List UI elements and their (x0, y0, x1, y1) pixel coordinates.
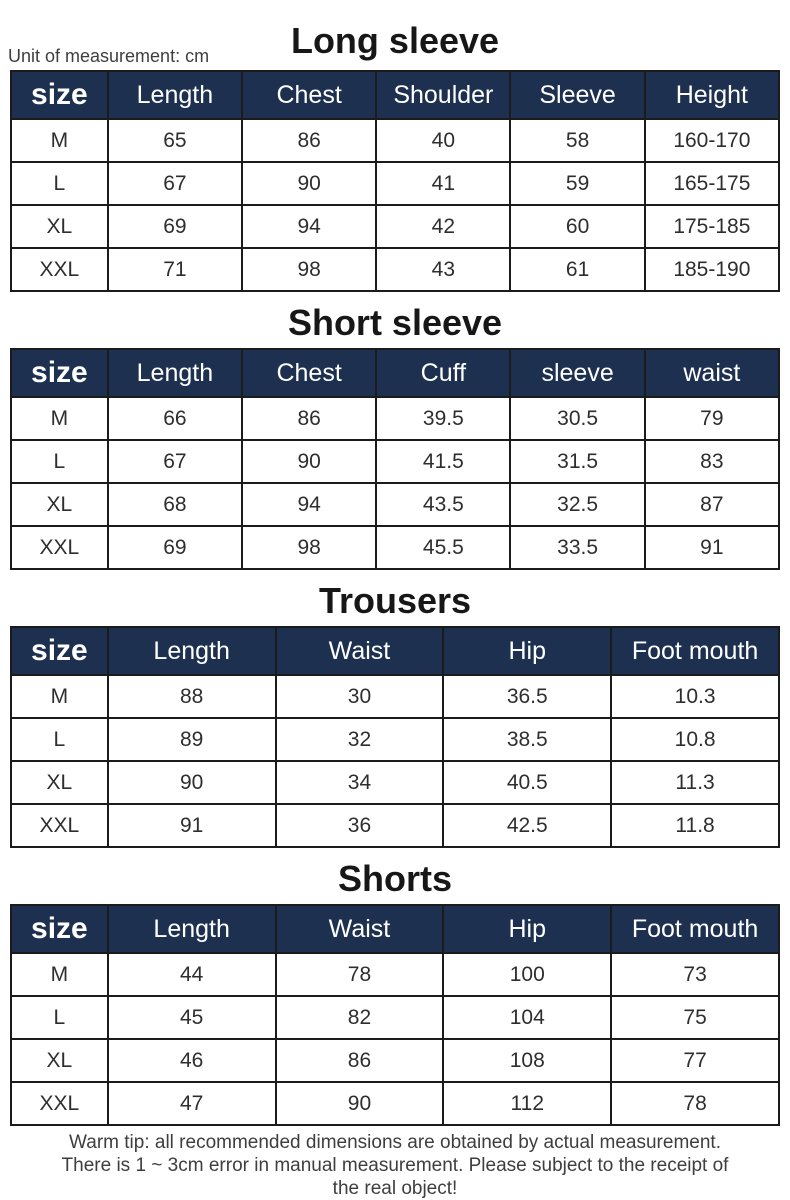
value-cell: 41 (376, 162, 510, 205)
size-label-cell: XL (11, 1039, 108, 1082)
value-cell: 42 (376, 205, 510, 248)
trousers-title-row (0, 576, 790, 626)
header-cell-size: size (11, 905, 108, 953)
value-cell: 82 (276, 996, 444, 1039)
value-cell: 90 (276, 1082, 444, 1125)
value-cell: 34 (276, 761, 444, 804)
section-title-short-sleeve: Short sleeve (287, 302, 503, 344)
value-cell: 94 (242, 483, 376, 526)
size-label-cell: XL (11, 483, 108, 526)
table-row-xxl (11, 526, 779, 569)
table-row-m (11, 953, 779, 996)
footer-tip-line: There is 1 ~ 3cm error in manual measurement. Please subject to the receipt of (61, 1155, 729, 1176)
value-cell: 69 (108, 205, 242, 248)
value-cell: 11.3 (611, 761, 779, 804)
value-cell: 10.8 (611, 718, 779, 761)
value-cell: 61 (510, 248, 644, 291)
value-cell: 39.5 (376, 397, 510, 440)
value-cell: 40 (376, 119, 510, 162)
value-cell: 79 (645, 397, 779, 440)
value-cell: 66 (108, 397, 242, 440)
size-label-cell: M (11, 953, 108, 996)
value-cell: 36.5 (443, 675, 611, 718)
value-cell: 89 (108, 718, 276, 761)
size-label-cell: XL (11, 205, 108, 248)
size-label-cell: M (11, 675, 108, 718)
table-row-m (11, 119, 779, 162)
value-cell: 87 (645, 483, 779, 526)
header-row (11, 349, 779, 397)
value-cell: 60 (510, 205, 644, 248)
header-row (11, 71, 779, 119)
shorts-title-row (0, 854, 790, 904)
header-cell-size: size (11, 71, 108, 119)
value-cell: 32.5 (510, 483, 644, 526)
value-cell: 32 (276, 718, 444, 761)
value-cell: 44 (108, 953, 276, 996)
value-cell: 86 (242, 119, 376, 162)
header-cell-foot-mouth: Foot mouth (611, 905, 779, 953)
section-title-shorts: Shorts (337, 858, 452, 900)
header-row (11, 905, 779, 953)
value-cell: 91 (645, 526, 779, 569)
header-cell-length: Length (108, 349, 242, 397)
value-cell: 45.5 (376, 526, 510, 569)
size-table-shorts (10, 904, 780, 1126)
value-cell: 45 (108, 996, 276, 1039)
header-cell-cuff: Cuff (376, 349, 510, 397)
value-cell: 75 (611, 996, 779, 1039)
value-cell: 65 (108, 119, 242, 162)
value-cell: 30.5 (510, 397, 644, 440)
header-row (11, 627, 779, 675)
short-sleeve-title-row (0, 298, 790, 348)
value-cell: 31.5 (510, 440, 644, 483)
section-title-trousers: Trousers (318, 580, 472, 622)
table-row-l (11, 440, 779, 483)
shorts-table-container (10, 904, 780, 1126)
value-cell: 86 (242, 397, 376, 440)
value-cell: 11.8 (611, 804, 779, 847)
value-cell: 71 (108, 248, 242, 291)
header-cell-sleeve: sleeve (510, 349, 644, 397)
table-row-xl (11, 205, 779, 248)
value-cell: 58 (510, 119, 644, 162)
footer-tip-line: the real object! (332, 1178, 458, 1199)
value-cell: 175-185 (645, 205, 779, 248)
value-cell: 90 (242, 440, 376, 483)
short-sleeve-table-container (10, 348, 780, 570)
header-cell-foot-mouth: Foot mouth (611, 627, 779, 675)
value-cell: 67 (108, 162, 242, 205)
size-table-short-sleeve (10, 348, 780, 570)
value-cell: 47 (108, 1082, 276, 1125)
table-row-xxl (11, 804, 779, 847)
value-cell: 67 (108, 440, 242, 483)
size-label-cell: XXL (11, 804, 108, 847)
table-row-xl (11, 761, 779, 804)
header-cell-length: Length (108, 71, 242, 119)
value-cell: 98 (242, 526, 376, 569)
value-cell: 43 (376, 248, 510, 291)
long-sleeve-table-container (10, 70, 780, 292)
size-label-cell: L (11, 440, 108, 483)
value-cell: 33.5 (510, 526, 644, 569)
value-cell: 10.3 (611, 675, 779, 718)
size-label-cell: M (11, 397, 108, 440)
value-cell: 78 (276, 953, 444, 996)
value-cell: 59 (510, 162, 644, 205)
value-cell: 77 (611, 1039, 779, 1082)
value-cell: 43.5 (376, 483, 510, 526)
value-cell: 73 (611, 953, 779, 996)
footer-warm-tip (0, 1131, 790, 1200)
value-cell: 88 (108, 675, 276, 718)
value-cell: 90 (108, 761, 276, 804)
header-cell-hip: Hip (443, 627, 611, 675)
value-cell: 165-175 (645, 162, 779, 205)
size-label-cell: XXL (11, 1082, 108, 1125)
table-row-xl (11, 483, 779, 526)
header-cell-shoulder: Shoulder (376, 71, 510, 119)
value-cell: 185-190 (645, 248, 779, 291)
section-title-long-sleeve: Long sleeve (290, 20, 500, 62)
value-cell: 104 (443, 996, 611, 1039)
size-label-cell: M (11, 119, 108, 162)
table-row-xxl (11, 1082, 779, 1125)
size-table-trousers (10, 626, 780, 848)
long-sleeve-title-row (0, 12, 790, 70)
value-cell: 98 (242, 248, 376, 291)
header-cell-size: size (11, 349, 108, 397)
header-cell-chest: Chest (242, 349, 376, 397)
header-cell-hip: Hip (443, 905, 611, 953)
header-cell-sleeve: Sleeve (510, 71, 644, 119)
value-cell: 46 (108, 1039, 276, 1082)
value-cell: 68 (108, 483, 242, 526)
header-cell-waist: Waist (276, 905, 444, 953)
header-cell-chest: Chest (242, 71, 376, 119)
size-label-cell: XXL (11, 248, 108, 291)
value-cell: 90 (242, 162, 376, 205)
value-cell: 160-170 (645, 119, 779, 162)
header-cell-waist: Waist (276, 627, 444, 675)
unit-note: Unit of measurement: cm (8, 46, 210, 66)
value-cell: 112 (443, 1082, 611, 1125)
value-cell: 94 (242, 205, 376, 248)
header-cell-length: Length (108, 627, 276, 675)
value-cell: 100 (443, 953, 611, 996)
value-cell: 41.5 (376, 440, 510, 483)
value-cell: 78 (611, 1082, 779, 1125)
value-cell: 83 (645, 440, 779, 483)
value-cell: 91 (108, 804, 276, 847)
value-cell: 36 (276, 804, 444, 847)
header-cell-waist: waist (645, 349, 779, 397)
table-row-m (11, 397, 779, 440)
size-label-cell: XL (11, 761, 108, 804)
value-cell: 38.5 (443, 718, 611, 761)
value-cell: 108 (443, 1039, 611, 1082)
trousers-table-container (10, 626, 780, 848)
size-label-cell: XXL (11, 526, 108, 569)
size-label-cell: L (11, 718, 108, 761)
table-row-xxl (11, 248, 779, 291)
table-row-l (11, 162, 779, 205)
size-label-cell: L (11, 162, 108, 205)
table-row-xl (11, 1039, 779, 1082)
value-cell: 30 (276, 675, 444, 718)
table-row-l (11, 718, 779, 761)
value-cell: 69 (108, 526, 242, 569)
header-cell-height: Height (645, 71, 779, 119)
header-cell-length: Length (108, 905, 276, 953)
size-label-cell: L (11, 996, 108, 1039)
footer-tip-line: Warm tip: all recommended dimensions are obtained by actual measurement. (69, 1132, 721, 1153)
table-row-l (11, 996, 779, 1039)
header-cell-size: size (11, 627, 108, 675)
size-table-long-sleeve (10, 70, 780, 292)
value-cell: 40.5 (443, 761, 611, 804)
value-cell: 42.5 (443, 804, 611, 847)
value-cell: 86 (276, 1039, 444, 1082)
table-row-m (11, 675, 779, 718)
